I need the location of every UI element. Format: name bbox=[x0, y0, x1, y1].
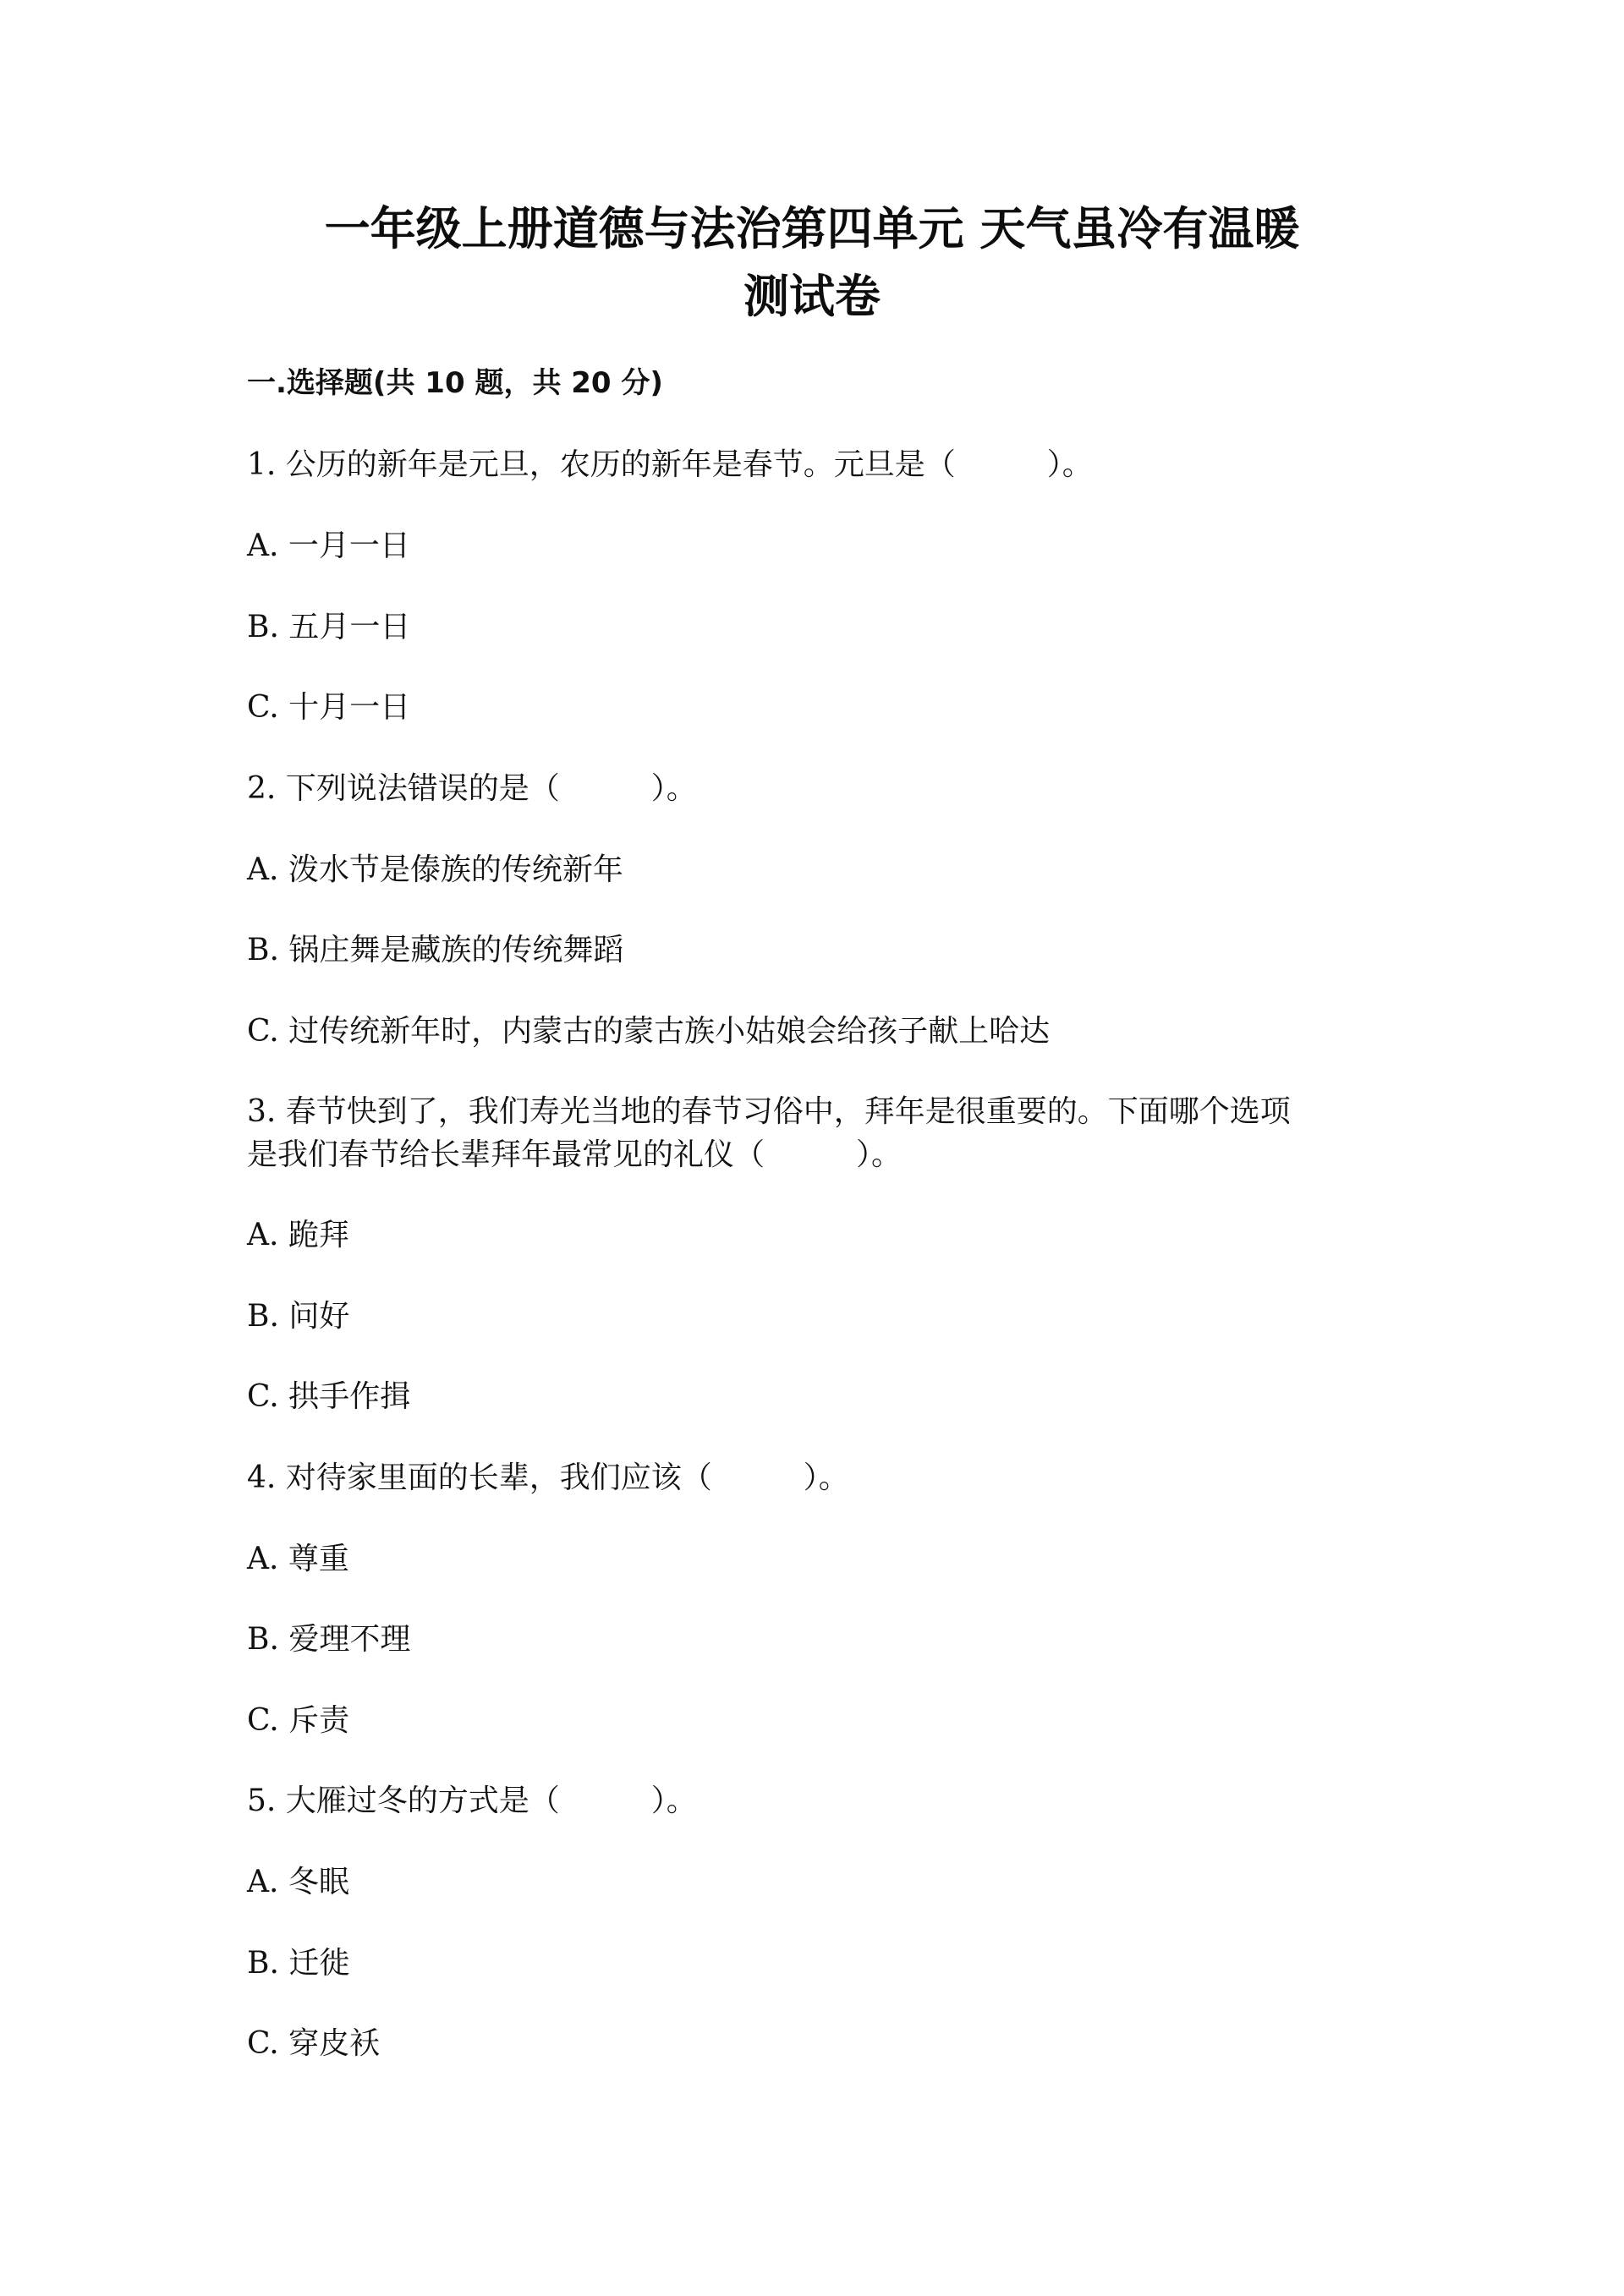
question-3-option-a: A. 跪拜 bbox=[247, 1218, 349, 1252]
question-2-option-c: C. 过传统新年时，内蒙古的蒙古族小姑娘会给孩子献上哈达 bbox=[247, 1014, 1051, 1049]
question-2-option-b: B. 锅庄舞是藏族的传统舞蹈 bbox=[247, 933, 624, 967]
page-title-line-2: 测试卷 bbox=[743, 270, 881, 323]
question-1-option-c: C. 十月一日 bbox=[247, 690, 411, 725]
question-4-option-c: C. 斥责 bbox=[247, 1703, 350, 1738]
question-1-stem: 1. 公历的新年是元旦，农历的新年是春节。元旦是（ ）。 bbox=[247, 447, 1093, 482]
question-1-option-a: A. 一月一日 bbox=[247, 529, 410, 563]
section-heading: 一.选择题(共 10 题，共 20 分) bbox=[247, 366, 663, 400]
question-5-stem: 5. 大雁过冬的方式是（ ）。 bbox=[247, 1784, 697, 1818]
question-4-stem: 4. 对待家里面的长辈，我们应该（ ）。 bbox=[247, 1460, 849, 1495]
page-title-line-1: 一年级上册道德与法治第四单元 天气虽冷有温暖 bbox=[324, 202, 1300, 255]
question-2-stem: 2. 下列说法错误的是（ ）。 bbox=[247, 771, 697, 806]
question-3-option-b: B. 问好 bbox=[247, 1299, 350, 1334]
question-3-stem-line-2: 是我们春节给长辈拜年最常见的礼仪（ ）。 bbox=[247, 1137, 903, 1172]
question-5-option-b: B. 迁徙 bbox=[247, 1946, 350, 1981]
question-3-option-c: C. 拱手作揖 bbox=[247, 1379, 411, 1414]
question-2-option-a: A. 泼水节是傣族的传统新年 bbox=[247, 852, 623, 887]
question-5-option-c: C. 穿皮袄 bbox=[247, 2026, 381, 2061]
question-4-option-a: A. 尊重 bbox=[247, 1542, 349, 1576]
question-3-stem-line-1: 3. 春节快到了，我们寿光当地的春节习俗中，拜年是很重要的。下面哪个选项 bbox=[247, 1094, 1291, 1129]
question-5-option-a: A. 冬眠 bbox=[247, 1865, 349, 1899]
question-1-option-b: B. 五月一日 bbox=[247, 610, 411, 644]
question-4-option-b: B. 爱理不理 bbox=[247, 1622, 411, 1657]
